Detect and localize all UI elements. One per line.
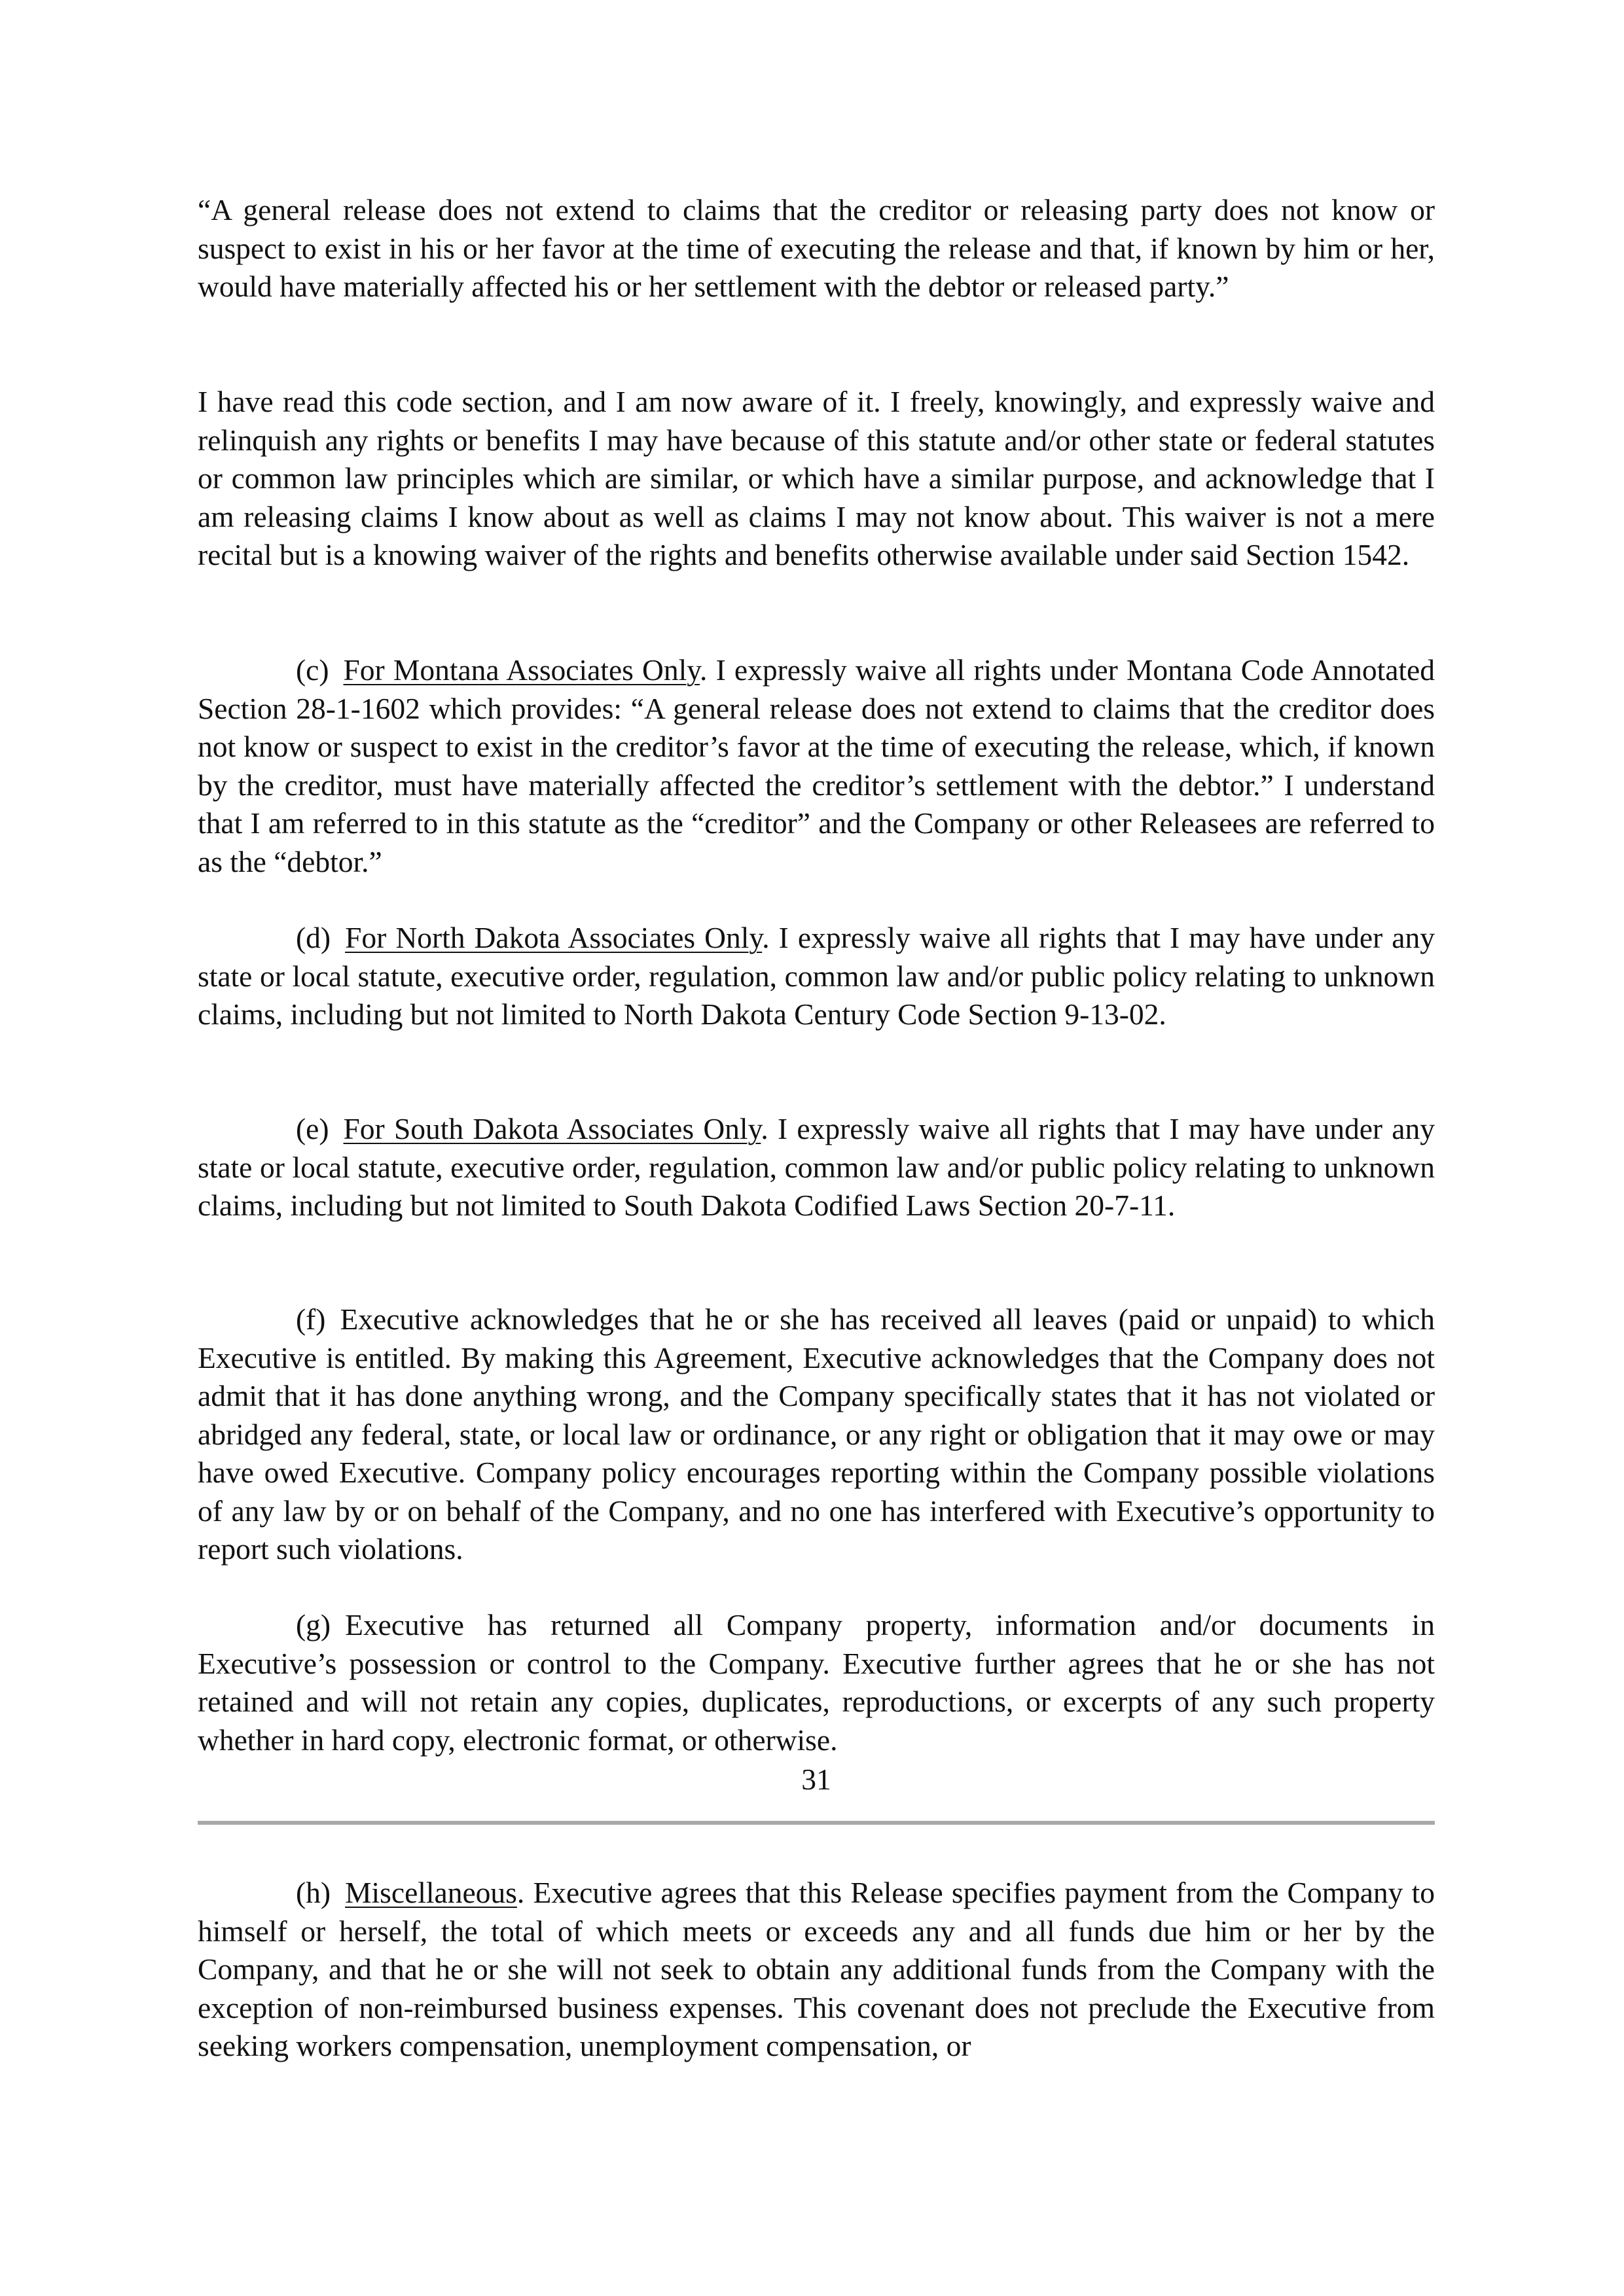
section-e-paragraph xyxy=(198,1110,1435,1225)
section-f-paragraph xyxy=(198,1300,1435,1569)
section-g-paragraph xyxy=(198,1606,1435,1759)
section-d-paragraph xyxy=(198,919,1435,1034)
section-h-paragraph xyxy=(198,1874,1435,2066)
section-g-label: (g) xyxy=(296,1608,331,1641)
acknowledgment-paragraph: I have read this code section, and I am now aware of it. I freely, knowingly, and expressly waive and relinquish any rights or benefits I may have because of this statute and/or other state or federal statutes or common law principles which are similar, or which have a similar purpose, and acknowledge that I am releasing claims I know about as well as claims I may not know about. This waiver is not a mere recital but is a knowing waiver of the rights and benefits otherwise available under said Section 1542. xyxy=(198,385,1435,571)
section-c-body: . I expressly waive all rights under Montana Code Annotated Section 28-1-1602 which provides: “A general release does not extend to claims that the creditor does not know or suspect to exist in the creditor’s favor at the time of executing the release, which, if known by the creditor, must have materially affected the creditor’s settlement with the debtor.” I understand that I am referred to in this statute as the “creditor” and the Company or other Releasees are referred to as the “debtor.” xyxy=(198,653,1435,878)
section-e-label: (e) xyxy=(296,1112,329,1145)
section-d-label: (d) xyxy=(296,921,331,954)
section-d-heading: For North Dakota Associates Only xyxy=(345,921,763,954)
section-f-body: Executive acknowledges that he or she has received all leaves (paid or unpaid) to which Executive is entitled. By making this Agreement, Executive acknowledges that the Company does not admit that it has done anything wrong, and the Company specifically states that it has not violated or abridged any federal, state, or local law or ordinance, or any right or obligation that it may owe or may have owed Executive. Company policy encourages reporting within the Company possible violations of any law by or on behalf of the Company, and no one has interfered with Executive’s opportunity to report such violations. xyxy=(198,1302,1435,1566)
section-d-body: . I expressly waive all rights that I may have under any state or local statute, executive order, regulation, common law and/or public policy relating to unknown claims, including but not limited to North Dakota Century Code Section 9-13-02. xyxy=(198,921,1435,1031)
section-e-body: . I expressly waive all rights that I may have under any state or local statute, executive order, regulation, common law and/or public policy relating to unknown claims, including but not limited to South Dakota Codified Laws Section 20-7-11. xyxy=(198,1112,1435,1222)
page-break-divider xyxy=(198,1821,1435,1825)
quote-paragraph: “A general release does not extend to claims that the creditor or releasing party does not know or suspect to exist in his or her favor at the time of executing the release and that, if known by him or her, would have materially affected his or her settlement with the debtor or released party.” xyxy=(198,193,1435,303)
section-g-body: Executive has returned all Company property, information and/or documents in Executive’s possession or control to the Company. Executive further agrees that he or she has not retained and will not retain any copies, duplicates, reproductions, or excerpts of any such property whether in hard copy, electronic format, or otherwise. xyxy=(198,1608,1435,1757)
section-h-heading: Miscellaneous xyxy=(345,1876,517,1909)
page-number: 31 xyxy=(801,1763,831,1796)
section-c-heading: For Montana Associates Only xyxy=(343,653,700,687)
section-c-label: (c) xyxy=(296,653,329,687)
section-f-label: (f) xyxy=(296,1302,326,1336)
section-c-paragraph xyxy=(198,651,1435,881)
section-h-label: (h) xyxy=(296,1876,331,1909)
section-e-heading: For South Dakota Associates Only xyxy=(343,1112,761,1145)
section-h-body: . Executive agrees that this Release specifies payment from the Company to himself or herself, the total of which meets or exceeds any and all funds due him or her by the Company, and that he or she will not seek to obtain any additional funds from the Company with the exception of non-reimbursed business expenses. This covenant does not preclude the Executive from seeking workers compensation, unemployment compensation, or xyxy=(198,1876,1435,2062)
